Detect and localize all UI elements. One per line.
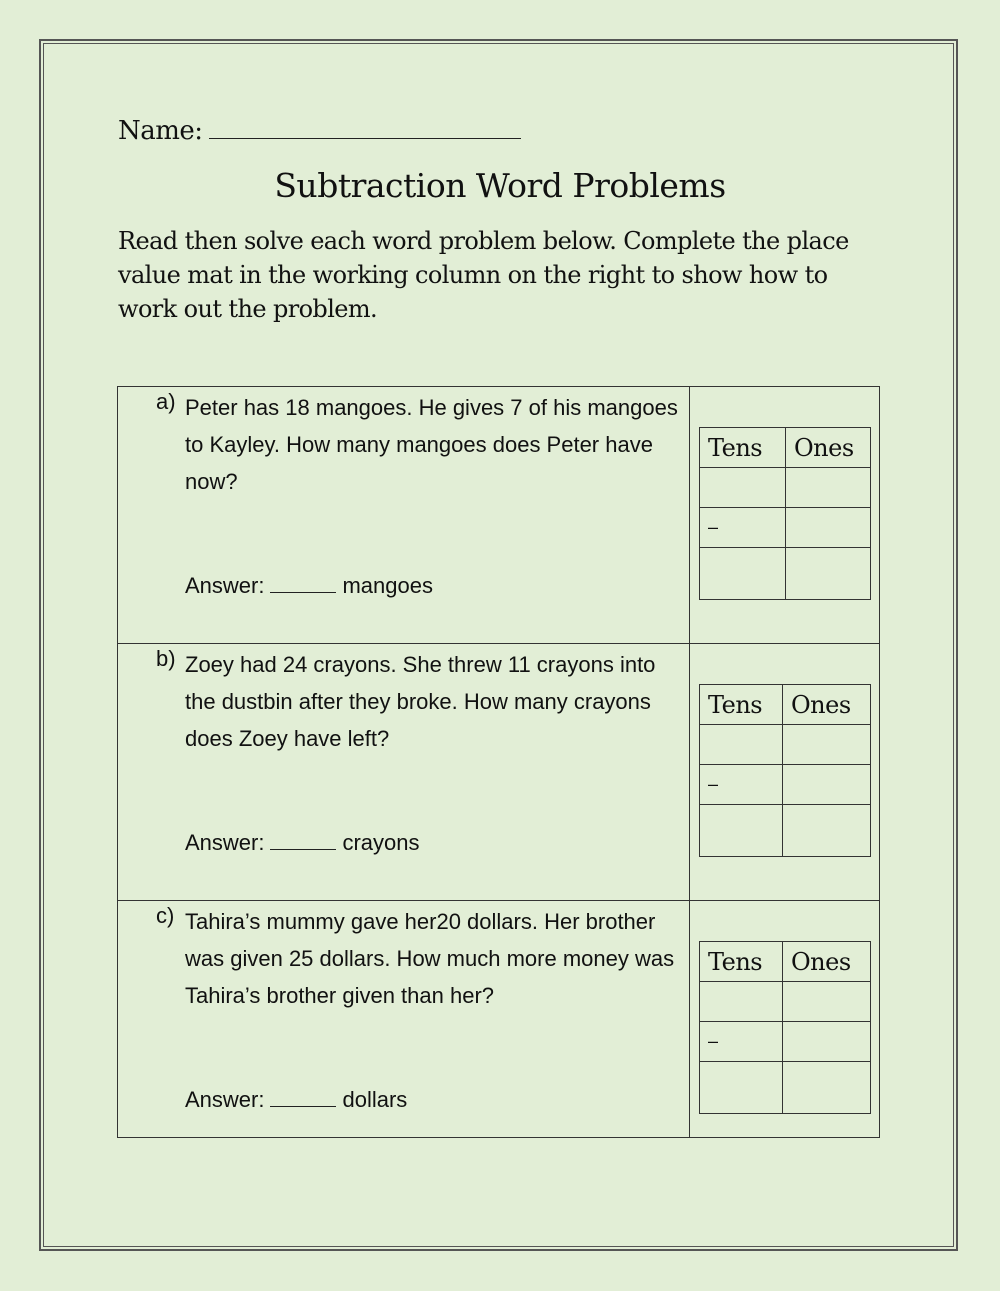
column-divider bbox=[689, 644, 690, 900]
answer-unit: mangoes bbox=[342, 573, 433, 598]
column-divider bbox=[689, 387, 690, 643]
name-blank[interactable] bbox=[209, 137, 521, 139]
answer-blank[interactable] bbox=[270, 1105, 336, 1107]
ones-cell[interactable] bbox=[786, 468, 871, 508]
ones-cell[interactable] bbox=[786, 508, 871, 548]
answer-unit: crayons bbox=[342, 830, 420, 855]
tens-header: Tens bbox=[700, 685, 783, 725]
minus-sign: – bbox=[700, 508, 786, 548]
ones-cell[interactable] bbox=[783, 1022, 871, 1062]
problem-letter: c) bbox=[156, 903, 175, 928]
answer-line bbox=[185, 1087, 407, 1113]
answer-line bbox=[185, 830, 420, 856]
problem-question: Peter has 18 mangoes. He gives 7 of his mangoes to Kayley. How many mangoes does Peter have now? bbox=[185, 395, 678, 494]
place-value-mat bbox=[699, 941, 871, 1114]
ones-cell[interactable] bbox=[783, 805, 871, 857]
name-field[interactable] bbox=[118, 116, 521, 146]
ones-header: Ones bbox=[786, 428, 871, 468]
problem-row-c bbox=[118, 901, 879, 1137]
problem-row-a bbox=[118, 387, 879, 644]
place-value-mat bbox=[699, 427, 871, 600]
ones-cell[interactable] bbox=[786, 548, 871, 600]
ones-cell[interactable] bbox=[783, 725, 871, 765]
ones-cell[interactable] bbox=[783, 765, 871, 805]
tens-cell[interactable] bbox=[700, 982, 783, 1022]
answer-line bbox=[185, 573, 433, 599]
answer-unit: dollars bbox=[342, 1087, 408, 1112]
minus-sign: – bbox=[700, 765, 783, 805]
instructions-text: Read then solve each word problem below. Complete the place value mat in the working column on the right to show how to work out the problem. bbox=[118, 227, 849, 323]
place-value-mat bbox=[699, 684, 871, 857]
problem-letter: a) bbox=[156, 389, 176, 414]
name-label: Name: bbox=[118, 116, 203, 146]
ones-cell[interactable] bbox=[783, 1062, 871, 1114]
tens-cell[interactable] bbox=[700, 1062, 783, 1114]
answer-label: Answer: bbox=[185, 573, 265, 598]
problem-row-b bbox=[118, 644, 879, 901]
ones-cell[interactable] bbox=[783, 982, 871, 1022]
problem-question: Zoey had 24 crayons. She threw 11 crayons into the dustbin after they broke. How many crayons does Zoey have left? bbox=[185, 652, 656, 751]
answer-label: Answer: bbox=[185, 1087, 265, 1112]
ones-header: Ones bbox=[783, 685, 871, 725]
tens-cell[interactable] bbox=[700, 725, 783, 765]
problem-question: Tahira’s mummy gave her20 dollars. Her brother was given 25 dollars. How much more money was Tahira’s brother given than her? bbox=[185, 909, 675, 1008]
problems-table bbox=[117, 386, 880, 1138]
tens-cell[interactable] bbox=[700, 548, 786, 600]
worksheet-title: Subtraction Word Problems bbox=[274, 166, 726, 205]
ones-header: Ones bbox=[783, 942, 871, 982]
tens-cell[interactable] bbox=[700, 468, 786, 508]
answer-blank[interactable] bbox=[270, 848, 336, 850]
minus-sign: – bbox=[700, 1022, 783, 1062]
answer-label: Answer: bbox=[185, 830, 265, 855]
answer-blank[interactable] bbox=[270, 591, 336, 593]
tens-cell[interactable] bbox=[700, 805, 783, 857]
column-divider bbox=[689, 901, 690, 1137]
problem-letter: b) bbox=[156, 646, 176, 671]
tens-header: Tens bbox=[700, 428, 786, 468]
tens-header: Tens bbox=[700, 942, 783, 982]
